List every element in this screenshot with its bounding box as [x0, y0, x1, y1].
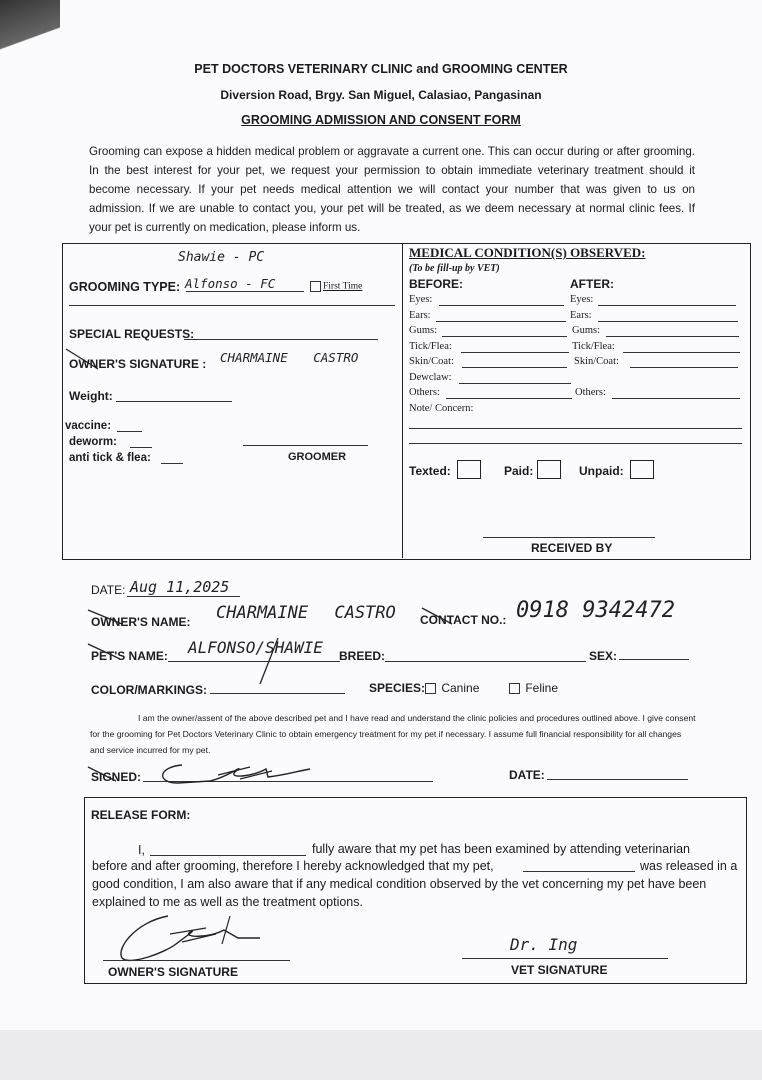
- after-tickflea-label: Tick/Flea:: [572, 341, 615, 352]
- date-label: DATE:: [91, 583, 126, 597]
- deworm-label: deworm:: [69, 436, 117, 448]
- note-line-1[interactable]: [409, 428, 742, 429]
- color-label: COLOR/MARKINGS:: [91, 683, 207, 697]
- consent-date-label: DATE:: [509, 768, 545, 782]
- release-line-3: was released in a: [640, 859, 738, 873]
- owner-signature-label: OWNER'S SIGNATURE :: [69, 357, 207, 371]
- after-ears-line[interactable]: [598, 321, 738, 322]
- note-line-2[interactable]: [409, 443, 742, 444]
- before-others-line[interactable]: [446, 398, 572, 399]
- medical-condition-subtitle: (To be fill-up by VET): [409, 263, 500, 274]
- before-eyes-line[interactable]: [439, 305, 564, 306]
- texted-label: Texted:: [409, 464, 451, 478]
- paid-checkbox[interactable]: [537, 460, 561, 479]
- column-divider: [402, 244, 403, 558]
- feline-checkbox[interactable]: [509, 683, 520, 694]
- after-eyes-line[interactable]: [598, 305, 736, 306]
- first-time-label: First Time: [323, 281, 363, 292]
- grooming-type-line-2: [69, 305, 395, 306]
- special-requests-line[interactable]: [184, 339, 378, 340]
- grooming-type-line: [186, 291, 304, 292]
- release-title: RELEASE FORM:: [91, 808, 191, 822]
- vet-signature-line[interactable]: [462, 958, 668, 959]
- color-line[interactable]: [210, 693, 345, 694]
- release-pet-line[interactable]: [523, 871, 635, 872]
- sex-label: SEX:: [589, 649, 618, 663]
- before-gums-line[interactable]: [442, 336, 567, 337]
- release-owner-signature-line[interactable]: [103, 960, 290, 961]
- intro-paragraph: Grooming can expose a hidden medical problem or aggravate a current one. This can occur during or after grooming. In the best interest for your pet, we request your permission to obtain immediate veterinary treatment should it become necessary. If your pet needs medical attention we will contact your number that was given to us on admission. If we are unable to contact you, your pet will be treated, as we deem necessary at normal clinic fees. If your pet is currently on medication, please inform us.: [89, 145, 695, 234]
- before-dewclaw-line[interactable]: [459, 383, 571, 384]
- sex-line[interactable]: [619, 659, 689, 660]
- form-title: GROOMING ADMISSION AND CONSENT FORM: [241, 113, 521, 127]
- release-line-1: fully aware that my pet has been examined by attending veterinarian: [312, 842, 691, 856]
- after-tickflea-line[interactable]: [623, 352, 740, 353]
- owner-signature-scribble-icon: [148, 757, 328, 789]
- page-corner-shadow: [0, 0, 60, 100]
- clinic-address: Diversion Road, Brgy. San Miguel, Calasiao, Pangasinan: [220, 88, 542, 102]
- before-gums-label: Gums:: [409, 325, 438, 336]
- paid-label: Paid:: [504, 464, 534, 478]
- release-line-5: explained to me as well as the treatment options.: [92, 895, 363, 909]
- weight-label: Weight:: [69, 389, 113, 403]
- first-time-option[interactable]: [310, 281, 362, 292]
- date-line[interactable]: [127, 596, 240, 597]
- date-handwritten: Aug 11,2025: [130, 578, 230, 596]
- before-label: BEFORE:: [409, 277, 463, 291]
- vet-signature-label: VET SIGNATURE: [511, 963, 608, 977]
- release-i: I,: [138, 843, 145, 857]
- before-tickflea-line[interactable]: [461, 352, 569, 353]
- consent-paragraph: I am the owner/assent of the above described pet and I have read and understand the clinic policies and procedures outlined above. I give consent for the grooming for Pet Doctors Veterinary Clinic to obtain emergency treatment for my pet if necessary. I assume full financial responsibility for all changes and service incurred for my pet.: [90, 713, 696, 755]
- anti-tick-label: anti tick & flea:: [69, 452, 151, 464]
- first-time-checkbox[interactable]: [310, 281, 321, 292]
- canine-option[interactable]: [425, 681, 479, 695]
- scan-bottom-edge: [0, 1030, 762, 1080]
- after-skincoat-label: Skin/Coat:: [574, 356, 619, 367]
- slash-mark-icon: [256, 636, 286, 688]
- grooming-type-handwritten-2: Alfonso - FC: [185, 276, 276, 291]
- release-owner-signature-label: OWNER'S SIGNATURE: [108, 965, 238, 979]
- breed-label: BREED:: [339, 649, 386, 663]
- after-ears-label: Ears:: [570, 310, 592, 321]
- medical-condition-title: MEDICAL CONDITION(S) OBSERVED:: [409, 245, 646, 260]
- texted-checkbox[interactable]: [457, 460, 481, 479]
- strike-mark-icon: [86, 764, 126, 786]
- note-concern-label: Note/ Concern:: [409, 403, 474, 414]
- grooming-type-label: GROOMING TYPE:: [69, 280, 181, 294]
- anti-tick-line[interactable]: [161, 463, 183, 464]
- strike-mark-icon: [86, 606, 130, 630]
- after-gums-label: Gums:: [572, 325, 601, 336]
- before-eyes-label: Eyes:: [409, 294, 433, 305]
- canine-checkbox[interactable]: [425, 683, 436, 694]
- species-label: SPECIES:: [369, 681, 426, 695]
- after-skincoat-line[interactable]: [630, 367, 738, 368]
- canine-label: Canine: [441, 681, 480, 695]
- release-line-4: good condition, I am also aware that if any medical condition observed by the vet concerning my pet have been: [92, 877, 707, 891]
- clinic-name: PET DOCTORS VETERINARY CLINIC and GROOMING CENTER: [194, 62, 568, 76]
- pet-name-label: PET'S NAME:: [91, 649, 168, 663]
- release-owner-signature-scribble-icon: [112, 908, 272, 964]
- breed-line[interactable]: [385, 661, 586, 662]
- groomer-label: GROOMER: [288, 451, 347, 463]
- after-others-line[interactable]: [612, 398, 740, 399]
- release-line-2: before and after grooming, therefore I hereby acknowledged that my pet,: [92, 859, 494, 873]
- groomer-signature-line[interactable]: [243, 445, 368, 446]
- consent-date-line[interactable]: [547, 779, 688, 780]
- contact-handwritten: 0918 9342472: [516, 598, 675, 623]
- release-name-line[interactable]: [150, 855, 306, 856]
- unpaid-label: Unpaid:: [579, 464, 624, 478]
- before-tickflea-label: Tick/Flea:: [409, 341, 452, 352]
- before-dewclaw-label: Dewclaw:: [409, 372, 452, 383]
- strike-mark-icon: [418, 604, 462, 628]
- after-gums-line[interactable]: [606, 336, 739, 337]
- before-others-label: Others:: [409, 387, 440, 398]
- pet-name-line[interactable]: [168, 661, 340, 662]
- unpaid-checkbox[interactable]: [630, 460, 654, 479]
- after-eyes-label: Eyes:: [570, 294, 594, 305]
- weight-line[interactable]: [116, 401, 232, 402]
- vaccine-line[interactable]: [117, 431, 142, 432]
- deworm-line[interactable]: [130, 447, 152, 448]
- vet-signature-handwritten: Dr. Ing: [510, 935, 578, 954]
- contact-label: CONTACT NO.:: [420, 613, 507, 627]
- grooming-type-handwritten-1: Shawie - PC: [178, 250, 265, 265]
- after-others-label: Others:: [575, 387, 606, 398]
- owner-name-label: OWNER'S NAME:: [91, 615, 191, 629]
- signed-label: SIGNED:: [91, 770, 142, 784]
- received-by-line[interactable]: [483, 537, 655, 538]
- before-skincoat-line[interactable]: [462, 367, 567, 368]
- strike-mark-icon: [86, 640, 126, 664]
- before-skincoat-label: Skin/Coat:: [409, 356, 454, 367]
- strike-mark-icon: [64, 345, 104, 375]
- before-ears-line[interactable]: [436, 321, 566, 322]
- received-by-label: RECEIVED BY: [531, 541, 613, 555]
- before-ears-label: Ears:: [409, 310, 431, 321]
- owner-name-handwritten: CHARMAINE CASTRO: [216, 603, 396, 623]
- feline-label: Feline: [525, 681, 559, 695]
- feline-option[interactable]: [509, 681, 558, 695]
- after-label: AFTER:: [570, 277, 614, 291]
- special-requests-label: SPECIAL REQUESTS:: [69, 327, 195, 341]
- vaccine-label: vaccine:: [65, 420, 112, 432]
- pet-name-handwritten: ALFONSO/SHAWIE: [188, 638, 323, 657]
- owner-signature-handwritten: CHARMAINE CASTRO: [220, 350, 359, 365]
